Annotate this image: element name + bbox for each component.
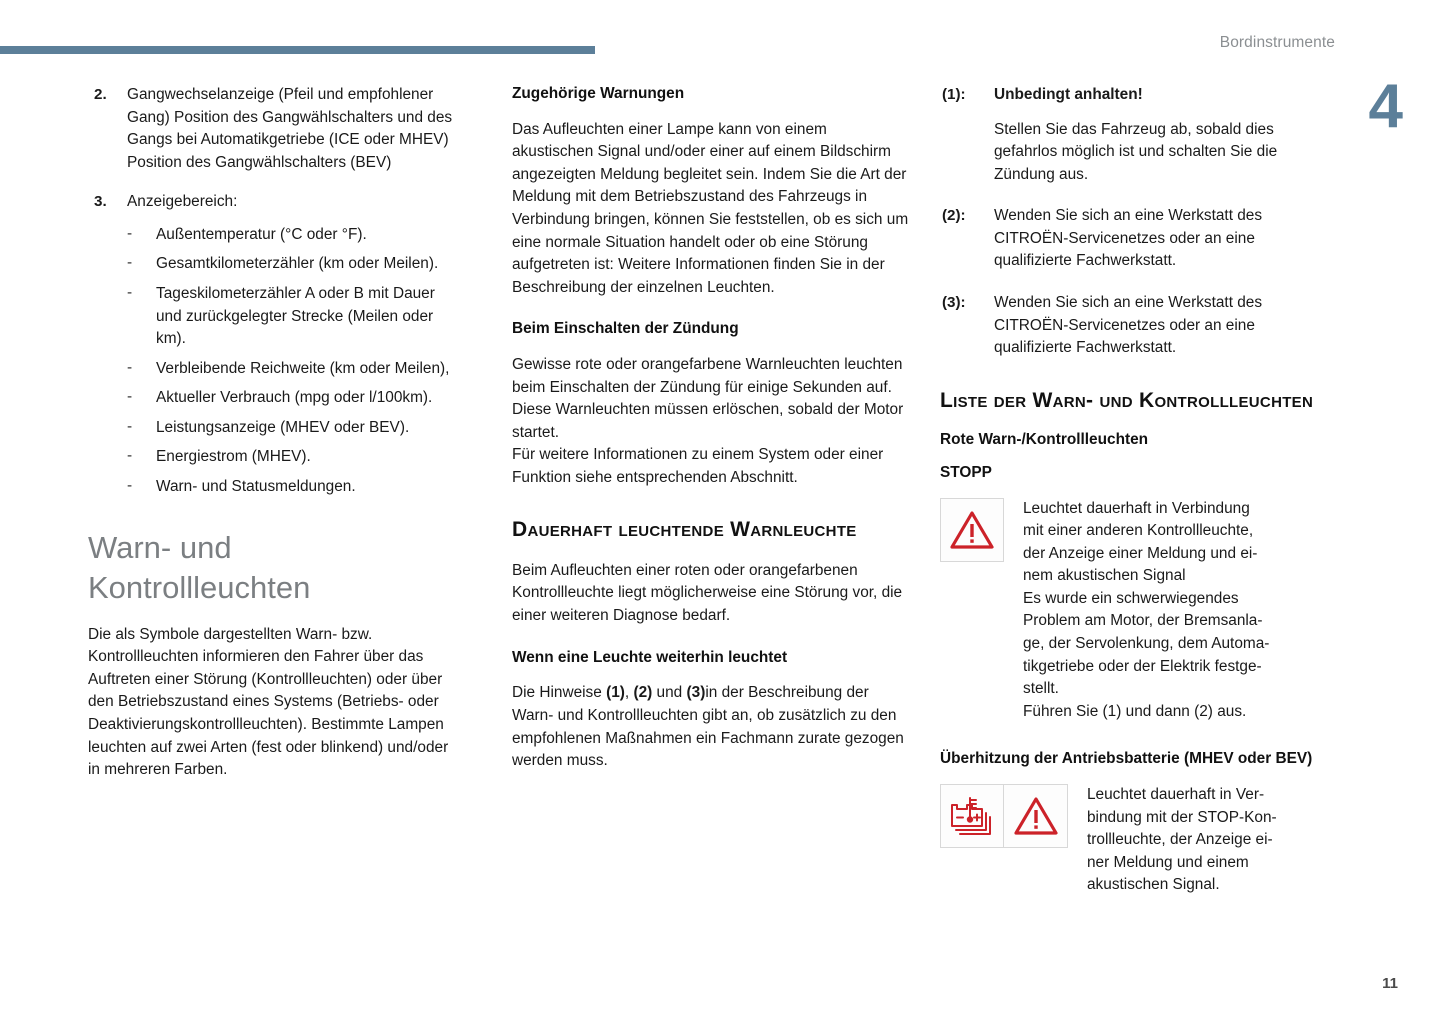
warning-triangle-icon: [1004, 784, 1068, 848]
symbol-text-line: Führen Sie (1) und dann (2) aus.: [1023, 702, 1247, 720]
text-fragment: in der Beschreibung der Warn- und Kontrollleuchten gibt an, ob zusätzlich zu den empfohlenen Maßnahmen ein Fachmann zurate gezogen werden muss.: [512, 684, 904, 770]
heading-red-lamps: Rote Warn-/Kontrollleuchten: [940, 431, 1149, 449]
section-paragraph: Die als Symbole dargestellten Warn- bzw. Kontrollleuchten informieren den Fahrer über das Auftreten einer Störung (Kontrollleuchten) oder über den Betriebszustand eines Systems (Betriebs- oder Deaktivierungskontrollleuchten). Bestimmte Lampen leuchten auf zwei Arten (fest oder blinkend) und/oder in mehreren Farben.: [88, 625, 449, 779]
list-item-number: 3.: [94, 193, 107, 211]
dash-bullet-icon: -: [127, 417, 133, 435]
dash-bullet-icon: -: [127, 447, 133, 465]
symbol-text-line: tikgetriebe oder der Elektrik festge-: [1023, 657, 1262, 675]
list-item: [127, 476, 458, 499]
battery-temperature-icon: [940, 784, 1004, 848]
numbered-list: [88, 84, 458, 498]
symbol-group: [940, 498, 1004, 562]
text-fragment: Die Hinweise: [512, 684, 607, 702]
list-item: [940, 205, 1332, 273]
heading-related-warnings: Zugehörige Warnungen: [512, 85, 685, 102]
dash-bullet-icon: -: [127, 254, 133, 272]
list-item-text: Tageskilometerzähler A oder B mit Dauer und zurückgelegter Strecke (Meilen oder km).: [156, 284, 435, 348]
list-item: [127, 253, 458, 276]
paragraph-related-warnings: Das Aufleuchten einer Lampe kann von einem akustischen Signal und/oder einer auf einem Bildschirm angezeigten Meldung begleitet sein. Indem Sie die Art der Meldung mit dem Betriebszustand des Fahrzeugs in Verbindung bringen, können Sie feststellen, ob es sich um eine normale Situation handelt oder ob eine Störung aufgetreten ist: Weitere Informationen finden Sie in der Beschreibung der einzelnen Leuchten.: [512, 120, 909, 296]
symbol-text-line: bindung mit der STOP-Kon-: [1087, 808, 1277, 826]
symbol-description-stop: [1004, 498, 1332, 724]
column-middle: [512, 84, 912, 787]
symbol-text-line: Problem am Motor, der Bremsanla-: [1023, 612, 1263, 630]
symbol-text-line: ge, der Servolenkung, dem Automa-: [1023, 635, 1270, 653]
paragraph-permanent-lamp: Beim Aufleuchten einer roten oder orangefarbenen Kontrollleuchte liegt möglicherweise eine Störung vor, die einer weiteren Diagnose bedarf.: [512, 561, 903, 625]
reference-text: Wenden Sie sich an eine Werkstatt des CITROËN-Servicenetzes oder an eine qualifizierte Fachwerkstatt.: [994, 207, 1263, 270]
list-item: [127, 283, 458, 351]
reference-marker-1: (1): [606, 684, 625, 702]
heading-battery-overheat: Überhitzung der Antriebsbatterie (MHEV oder BEV): [940, 750, 1313, 768]
dash-sublist: [127, 224, 458, 499]
reference-lead: Unbedingt anhalten!: [994, 86, 1143, 103]
list-item-text: Warn- und Statusmeldungen.: [156, 477, 356, 495]
heading-stop: STOPP: [940, 463, 992, 481]
reference-key: (2):: [942, 207, 966, 225]
list-item-text: Aktueller Verbrauch (mpg oder l/100km).: [156, 389, 433, 407]
reference-marker-3: (3): [686, 684, 706, 702]
reference-key: (3):: [942, 293, 966, 311]
text-fragment: und: [652, 684, 687, 702]
symbol-text-line: akustischen Signal.: [1087, 876, 1220, 894]
paragraph-ignition-2: Für weitere Informationen zu einem System oder einer Funktion siehe entsprechenden Abschnitt.: [512, 446, 884, 486]
page-number: 11: [1382, 975, 1398, 992]
dash-bullet-icon: -: [127, 283, 133, 301]
reference-marker-2: (2): [633, 684, 653, 702]
list-item: [127, 224, 458, 247]
list-item-text: Außentemperatur (°C oder °F).: [156, 225, 367, 243]
list-item-text: Anzeigebereich:: [127, 193, 238, 211]
list-item-text: Gangwechselanzeige (Pfeil und empfohlener Gang) Position des Gangwählschalters und des Gangs bei Automatikgetriebe (ICE oder MHEV) Position des Gangwählschalters (BEV): [127, 86, 453, 171]
list-item: [127, 358, 458, 381]
reference-list: [940, 84, 1332, 360]
header-title: Bordinstrumente: [1219, 34, 1335, 51]
list-item: [127, 446, 458, 469]
heading-lamp-list: Liste der Warn- und Kontrollleuchten: [940, 388, 1314, 412]
symbol-text-line: Es wurde ein schwerwiegendes: [1023, 589, 1239, 607]
section-heading: Warn- und Kontrollleuchten: [88, 530, 311, 606]
symbol-text-line: stellt.: [1023, 680, 1059, 698]
header-accent-bar: [0, 46, 595, 54]
heading-ignition: Beim Einschalten der Zündung: [512, 320, 739, 338]
symbol-text-line: Leuchtet dauerhaft in Verbindung: [1023, 499, 1250, 517]
symbol-row-stop: [940, 498, 1332, 724]
symbol-description-battery: [1068, 784, 1332, 897]
symbol-row-battery: [940, 784, 1332, 897]
list-item: [127, 387, 458, 410]
symbol-group: [940, 784, 1068, 848]
symbol-text-line: nem akustischen Signal: [1023, 567, 1186, 585]
reference-key: (1):: [942, 86, 966, 103]
symbol-text-line: ner Meldung und einem: [1087, 853, 1249, 871]
paragraph-ignition-1: Gewisse rote oder orangefarbene Warnleuchten leuchten beim Einschalten der Zündung für einige Sekunden auf. Diese Warnleuchten müssen erlöschen, sobald der Motor startet.: [512, 356, 904, 441]
list-item: [88, 84, 458, 174]
dash-bullet-icon: -: [127, 476, 133, 494]
text-fragment: ,: [624, 684, 634, 702]
symbol-text-line: der Anzeige einer Meldung und ei-: [1023, 544, 1258, 562]
list-item-text: Energiestrom (MHEV).: [156, 448, 311, 466]
list-item: [127, 417, 458, 440]
paragraph-lamp-stays-on: [512, 682, 912, 772]
heading-permanent-lamp: Dauerhaft leuchtende Warnleuchte: [512, 518, 857, 542]
list-item-text: Verbleibende Reichweite (km oder Meilen),: [156, 359, 450, 377]
symbol-text-line: Leuchtet dauerhaft in Ver-: [1087, 786, 1265, 804]
list-item: [940, 84, 1332, 186]
reference-text: Wenden Sie sich an eine Werkstatt des CITROËN-Servicenetzes oder an eine qualifizierte Fachwerkstatt.: [994, 293, 1263, 357]
list-item-text: Leistungsanzeige (MHEV oder BEV).: [156, 418, 410, 436]
warning-triangle-icon: [940, 498, 1004, 562]
dash-bullet-icon: -: [127, 358, 133, 376]
symbol-text-line: trollleuchte, der Anzeige ei-: [1087, 831, 1273, 849]
heading-lamp-stays-on: Wenn eine Leuchte weiterhin leuchtet: [512, 648, 788, 666]
list-item: [88, 191, 458, 498]
list-item-text: Gesamtkilometerzähler (km oder Meilen).: [156, 255, 439, 273]
list-item: [940, 292, 1332, 360]
chapter-number: 4: [1368, 72, 1403, 141]
column-right: [940, 84, 1332, 897]
dash-bullet-icon: -: [127, 388, 133, 406]
symbol-text-line: mit einer anderen Kontrollleuchte,: [1023, 522, 1254, 540]
reference-text: Stellen Sie das Fahrzeug ab, sobald dies gefahrlos möglich ist und schalten Sie die Zündung aus.: [994, 120, 1278, 183]
dash-bullet-icon: -: [127, 224, 133, 242]
column-left: [88, 84, 458, 796]
list-item-number: 2.: [94, 86, 107, 103]
